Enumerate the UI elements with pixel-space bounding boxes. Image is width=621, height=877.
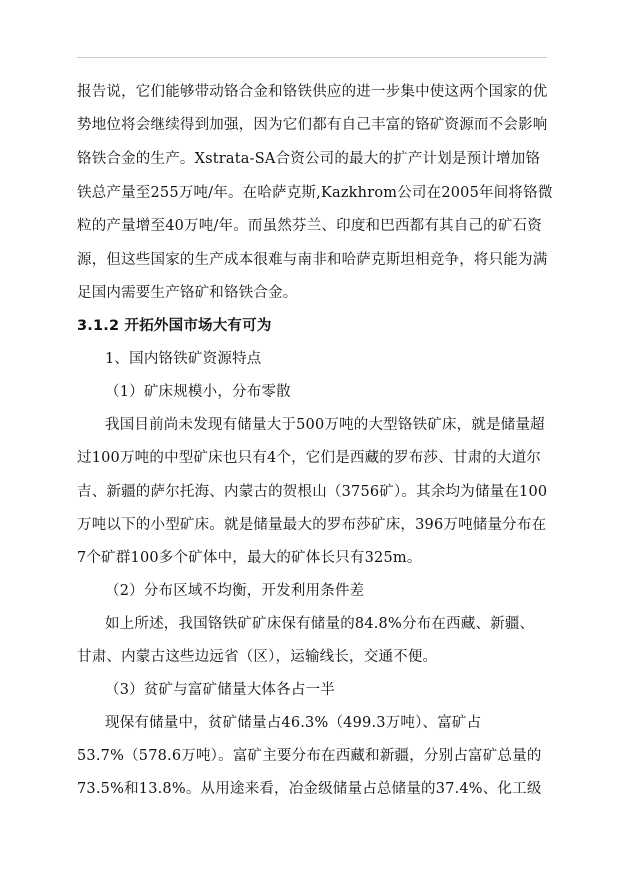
paragraph-line: 报告说，它们能够带动铬合金和铬铁供应的进一步集中使这两个国家的优 <box>77 84 548 100</box>
paragraph-line: 铁总产量至255万吨/年。在哈萨克斯,Kazkhrom公司在2005年间将铬微 <box>77 185 553 201</box>
paragraph-line: 53.7%（578.6万吨）。富矿主要分布在西藏和新疆，分别占富矿总量的 <box>77 748 542 764</box>
paragraph-line: 过100万吨的中型矿床也只有4个，它们是西藏的罗布莎、甘肃的大道尔 <box>77 450 541 466</box>
paragraph-line: 铬铁合金的生产。Xstrata-SA合资公司的最大的扩产计划是预计增加铬 <box>77 151 541 167</box>
paragraph-line: 万吨以下的小型矿床。就是储量最大的罗布莎矿床，396万吨储量分布在 <box>77 517 547 533</box>
item-heading: （3）贫矿与富矿储量大体各占一半 <box>105 682 335 698</box>
item-heading: （1）矿床规模小，分布零散 <box>105 384 291 400</box>
paragraph-line: 73.5%和13.8%。从用途来看，冶金级储量占总储量的37.4%、化工级 <box>77 781 542 797</box>
section-heading: 3.1.2 开拓外国市场大有可为 <box>77 318 272 334</box>
paragraph-line: 势地位将会继续得到加强，因为它们都有自己丰富的铬矿资源而不会影响 <box>77 117 548 133</box>
subsection-heading: 1、国内铬铁矿资源特点 <box>105 351 262 367</box>
paragraph-line: 源，但这些国家的生产成本很难与南非和哈萨克斯坦相竞争，将只能为满 <box>77 252 548 268</box>
item-heading: （2）分布区域不均衡，开发利用条件差 <box>105 583 365 599</box>
paragraph-line: 足国内需要生产铬矿和铬铁合金。 <box>77 285 298 301</box>
paragraph-line: 吉、新疆的萨尔托海、内蒙古的贺根山（3756矿）。其余均为储量在100 <box>77 484 548 500</box>
paragraph-line: 我国目前尚未发现有储量大于500万吨的大型铬铁矿床，就是储量超 <box>105 417 545 433</box>
paragraph-line: 甘肃、内蒙古这些边远省（区），运输线长，交通不便。 <box>77 649 438 665</box>
header-rule <box>77 57 547 58</box>
paragraph-line: 现保有储量中，贫矿储量占46.3%（499.3万吨）、富矿占 <box>105 715 482 731</box>
paragraph-line: 7个矿群100多个矿体中，最大的矿体长只有325m。 <box>77 550 422 566</box>
paragraph-line: 如上所述，我国铬铁矿矿床保有储量的84.8%分布在西藏、新疆、 <box>105 616 535 632</box>
paragraph-line: 粒的产量增至40万吨/年。而虽然芬兰、印度和巴西都有其自己的矿石资 <box>77 218 542 234</box>
